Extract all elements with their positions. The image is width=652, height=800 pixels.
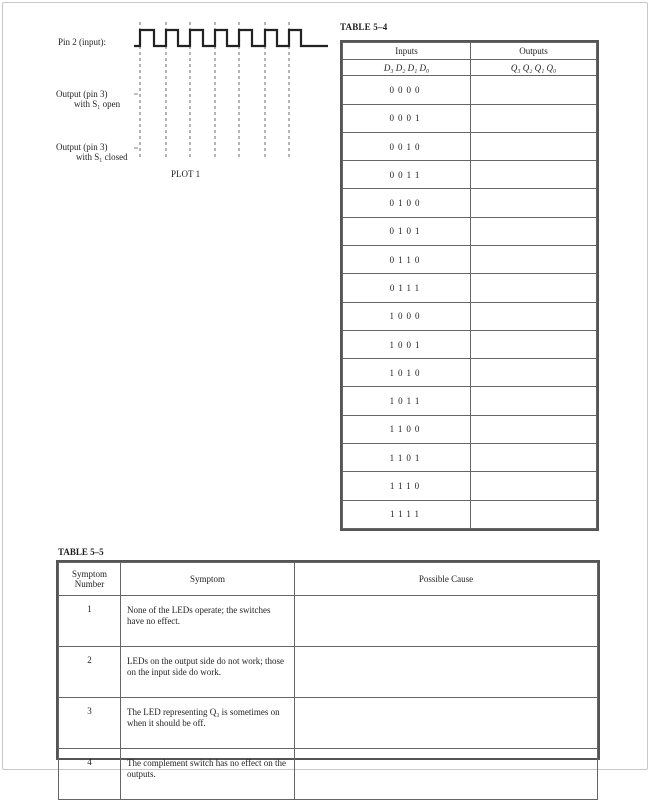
output-cell[interactable] <box>471 217 597 245</box>
possible-cause-cell[interactable] <box>295 698 598 749</box>
input-code: 0001 <box>343 104 471 132</box>
table-row <box>343 415 597 443</box>
table-5-4 <box>340 40 599 531</box>
input-code: 1010 <box>343 359 471 387</box>
table-row <box>343 302 597 330</box>
possible-cause-cell[interactable] <box>295 596 598 647</box>
input-code: 1001 <box>343 330 471 358</box>
table-row <box>343 330 597 358</box>
input-code: 0011 <box>343 161 471 189</box>
symptom-text: LEDs on the output side do not work; those on the input side do work. <box>121 647 295 698</box>
table-row <box>343 161 597 189</box>
outputs-subheader: Q₃ Q₂ Q₁ Q₀ <box>471 60 597 76</box>
output-cell[interactable] <box>471 359 597 387</box>
possible-cause-cell[interactable] <box>295 749 598 800</box>
inputs-header: Inputs <box>343 43 471 60</box>
output-cell[interactable] <box>471 246 597 274</box>
table-row <box>59 596 598 647</box>
table-row <box>343 387 597 415</box>
output-cell[interactable] <box>471 161 597 189</box>
output-cell[interactable] <box>471 274 597 302</box>
symptom-number: 3 <box>59 698 121 749</box>
output-cell[interactable] <box>471 330 597 358</box>
output-cell[interactable] <box>471 132 597 160</box>
input-code: 0000 <box>343 76 471 104</box>
input-code: 1111 <box>343 500 471 528</box>
table-5-5 <box>56 560 600 779</box>
output-cell[interactable] <box>471 472 597 500</box>
input-square-wave <box>134 30 328 46</box>
symptom-text: The LED representing Q₃ is sometimes on when it should be off. <box>121 698 295 749</box>
input-code: 0110 <box>343 246 471 274</box>
input-code: 0010 <box>343 132 471 160</box>
possible-cause-header: Possible Cause <box>295 563 598 596</box>
symptom-header: Symptom <box>121 563 295 596</box>
output-cell[interactable] <box>471 302 597 330</box>
output-cell[interactable] <box>471 387 597 415</box>
output-open-label-line1: Output (pin 3) <box>56 89 108 99</box>
symptom-number: 1 <box>59 596 121 647</box>
input-code: 0100 <box>343 189 471 217</box>
input-code: 1101 <box>343 443 471 471</box>
table-row <box>59 698 598 749</box>
output-closed-label-line1: Output (pin 3) <box>56 142 108 152</box>
table-row <box>343 189 597 217</box>
table-row <box>59 749 598 800</box>
table-row <box>343 274 597 302</box>
output-cell[interactable] <box>471 104 597 132</box>
input-code: 1110 <box>343 472 471 500</box>
table-row <box>343 500 597 528</box>
input-code: 1100 <box>343 415 471 443</box>
symptom-number: 2 <box>59 647 121 698</box>
inputs-subheader: D₃ D₂ D₁ D₀ <box>343 60 471 76</box>
possible-cause-cell[interactable] <box>295 647 598 698</box>
symptom-number: 4 <box>59 749 121 800</box>
symptom-text: The complement switch has no effect on the outputs. <box>121 749 295 800</box>
table-row <box>343 76 597 104</box>
table-row <box>343 132 597 160</box>
output-cell[interactable] <box>471 500 597 528</box>
input-label: Pin 2 (input): <box>58 37 107 47</box>
table-5-5-title: TABLE 5–5 <box>58 547 104 557</box>
symptom-number-header: Symptom Number <box>59 563 121 596</box>
output-cell[interactable] <box>471 443 597 471</box>
plot-waveform <box>128 18 333 168</box>
table-row <box>343 246 597 274</box>
input-code: 0101 <box>343 217 471 245</box>
plot-caption: PLOT 1 <box>171 169 201 179</box>
output-cell[interactable] <box>471 76 597 104</box>
symptom-text: None of the LEDs operate; the switches have no effect. <box>121 596 295 647</box>
input-code: 1011 <box>343 387 471 415</box>
input-code: 1000 <box>343 302 471 330</box>
output-open-label-line2: with S₁ open <box>74 99 121 109</box>
table-row <box>343 217 597 245</box>
table-row <box>59 647 598 698</box>
output-closed-label-line2: with S₁ closed <box>76 152 128 162</box>
table-5-4-title: TABLE 5–4 <box>340 22 388 32</box>
table-row <box>343 443 597 471</box>
output-cell[interactable] <box>471 415 597 443</box>
table-row <box>343 359 597 387</box>
output-cell[interactable] <box>471 189 597 217</box>
outputs-header: Outputs <box>471 43 597 60</box>
table-row <box>343 472 597 500</box>
input-code: 0111 <box>343 274 471 302</box>
table-row <box>343 104 597 132</box>
